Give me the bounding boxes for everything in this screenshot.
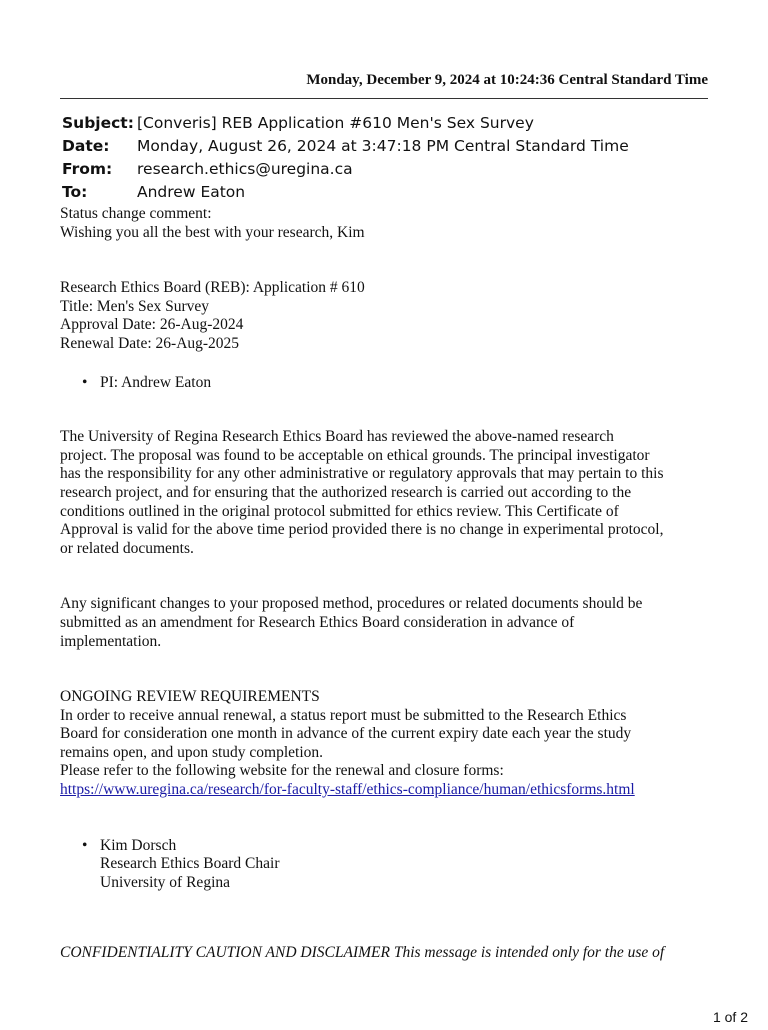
status-comment: Wishing you all the best with your research, Kim: [60, 223, 365, 241]
subject-label: Subject:: [62, 114, 134, 132]
ongoing-para-line: In order to receive annual renewal, a status report must be submitted to the Research Ethics: [60, 706, 627, 724]
reb-application-line: Research Ethics Board (REB): Application # 610: [60, 279, 365, 297]
from-row: [62, 158, 629, 181]
approval-date-line: Approval Date: 26-Aug-2024: [60, 316, 244, 334]
ethics-forms-link[interactable]: https://www.uregina.ca/research/for-faculty-staff/ethics-compliance/human/ethicsforms.html: [60, 781, 635, 799]
signer-role: Research Ethics Board Chair: [100, 855, 280, 873]
review-para-line: conditions outlined in the original protocol submitted for ethics review. This Certificate of: [60, 502, 619, 520]
bullet-icon: •: [82, 373, 88, 391]
signature-block: [82, 837, 710, 893]
from-label: From:: [62, 160, 113, 178]
confidentiality-disclaimer: CONFIDENTIALITY CAUTION AND DISCLAIMER This message is intended only for the use of: [60, 944, 665, 961]
header-divider: [60, 98, 708, 99]
page-number: 1 of 2: [712, 1009, 748, 1025]
subject-row: [62, 112, 629, 135]
print-timestamp: Monday, December 9, 2024 at 10:24:36 Central Standard Time: [306, 72, 708, 88]
status-comment-label: Status change comment:: [60, 205, 212, 222]
to-label: To:: [62, 183, 88, 201]
to-row: [62, 181, 629, 204]
ongoing-para-line: Board for consideration one month in advance of the current expiry date each year the study: [60, 725, 632, 743]
to-value: Andrew Eaton: [137, 183, 246, 201]
email-headers: [62, 112, 629, 204]
changes-para-line: Any significant changes to your proposed method, procedures or related documents should be: [60, 595, 643, 613]
review-para-line: Approval is valid for the above time period provided there is no change in experimental protocol,: [60, 521, 664, 539]
review-para-line: The University of Regina Research Ethics Board has reviewed the above-named research: [60, 428, 614, 446]
date-value: Monday, August 26, 2024 at 3:47:18 PM Central Standard Time: [137, 137, 629, 155]
email-body: [60, 205, 710, 892]
renewal-date-line: Renewal Date: 26-Aug-2025: [60, 334, 240, 352]
review-para-line: research project, and for ensuring that the authorized research is carried out according to the: [60, 483, 632, 501]
title-line: Title: Men's Sex Survey: [60, 297, 210, 315]
refer-line: Please refer to the following website for the renewal and closure forms:: [60, 762, 504, 780]
bullet-icon: •: [82, 836, 88, 854]
ongoing-para-line: remains open, and upon study completion.: [60, 743, 324, 761]
from-value: research.ethics@uregina.ca: [137, 160, 353, 178]
date-row: [62, 135, 629, 158]
pi-line: PI: Andrew Eaton: [100, 373, 212, 391]
signer-name: Kim Dorsch: [100, 836, 177, 854]
subject-value: [Converis] REB Application #610 Men's Sex Survey: [137, 114, 534, 132]
review-para-line: or related documents.: [60, 539, 194, 557]
signer-org: University of Regina: [100, 873, 231, 891]
changes-para-line: submitted as an amendment for Research Ethics Board consideration in advance of: [60, 613, 575, 631]
changes-para-line: implementation.: [60, 632, 162, 650]
ongoing-review-heading: ONGOING REVIEW REQUIREMENTS: [60, 688, 320, 706]
date-label: Date:: [62, 137, 110, 155]
pi-list-item: [82, 374, 710, 393]
review-para-line: project. The proposal was found to be acceptable on ethical grounds. The principal investigator: [60, 446, 650, 464]
review-para-line: has the responsibility for any other administrative or regulatory approvals that may pertain to this: [60, 465, 664, 483]
